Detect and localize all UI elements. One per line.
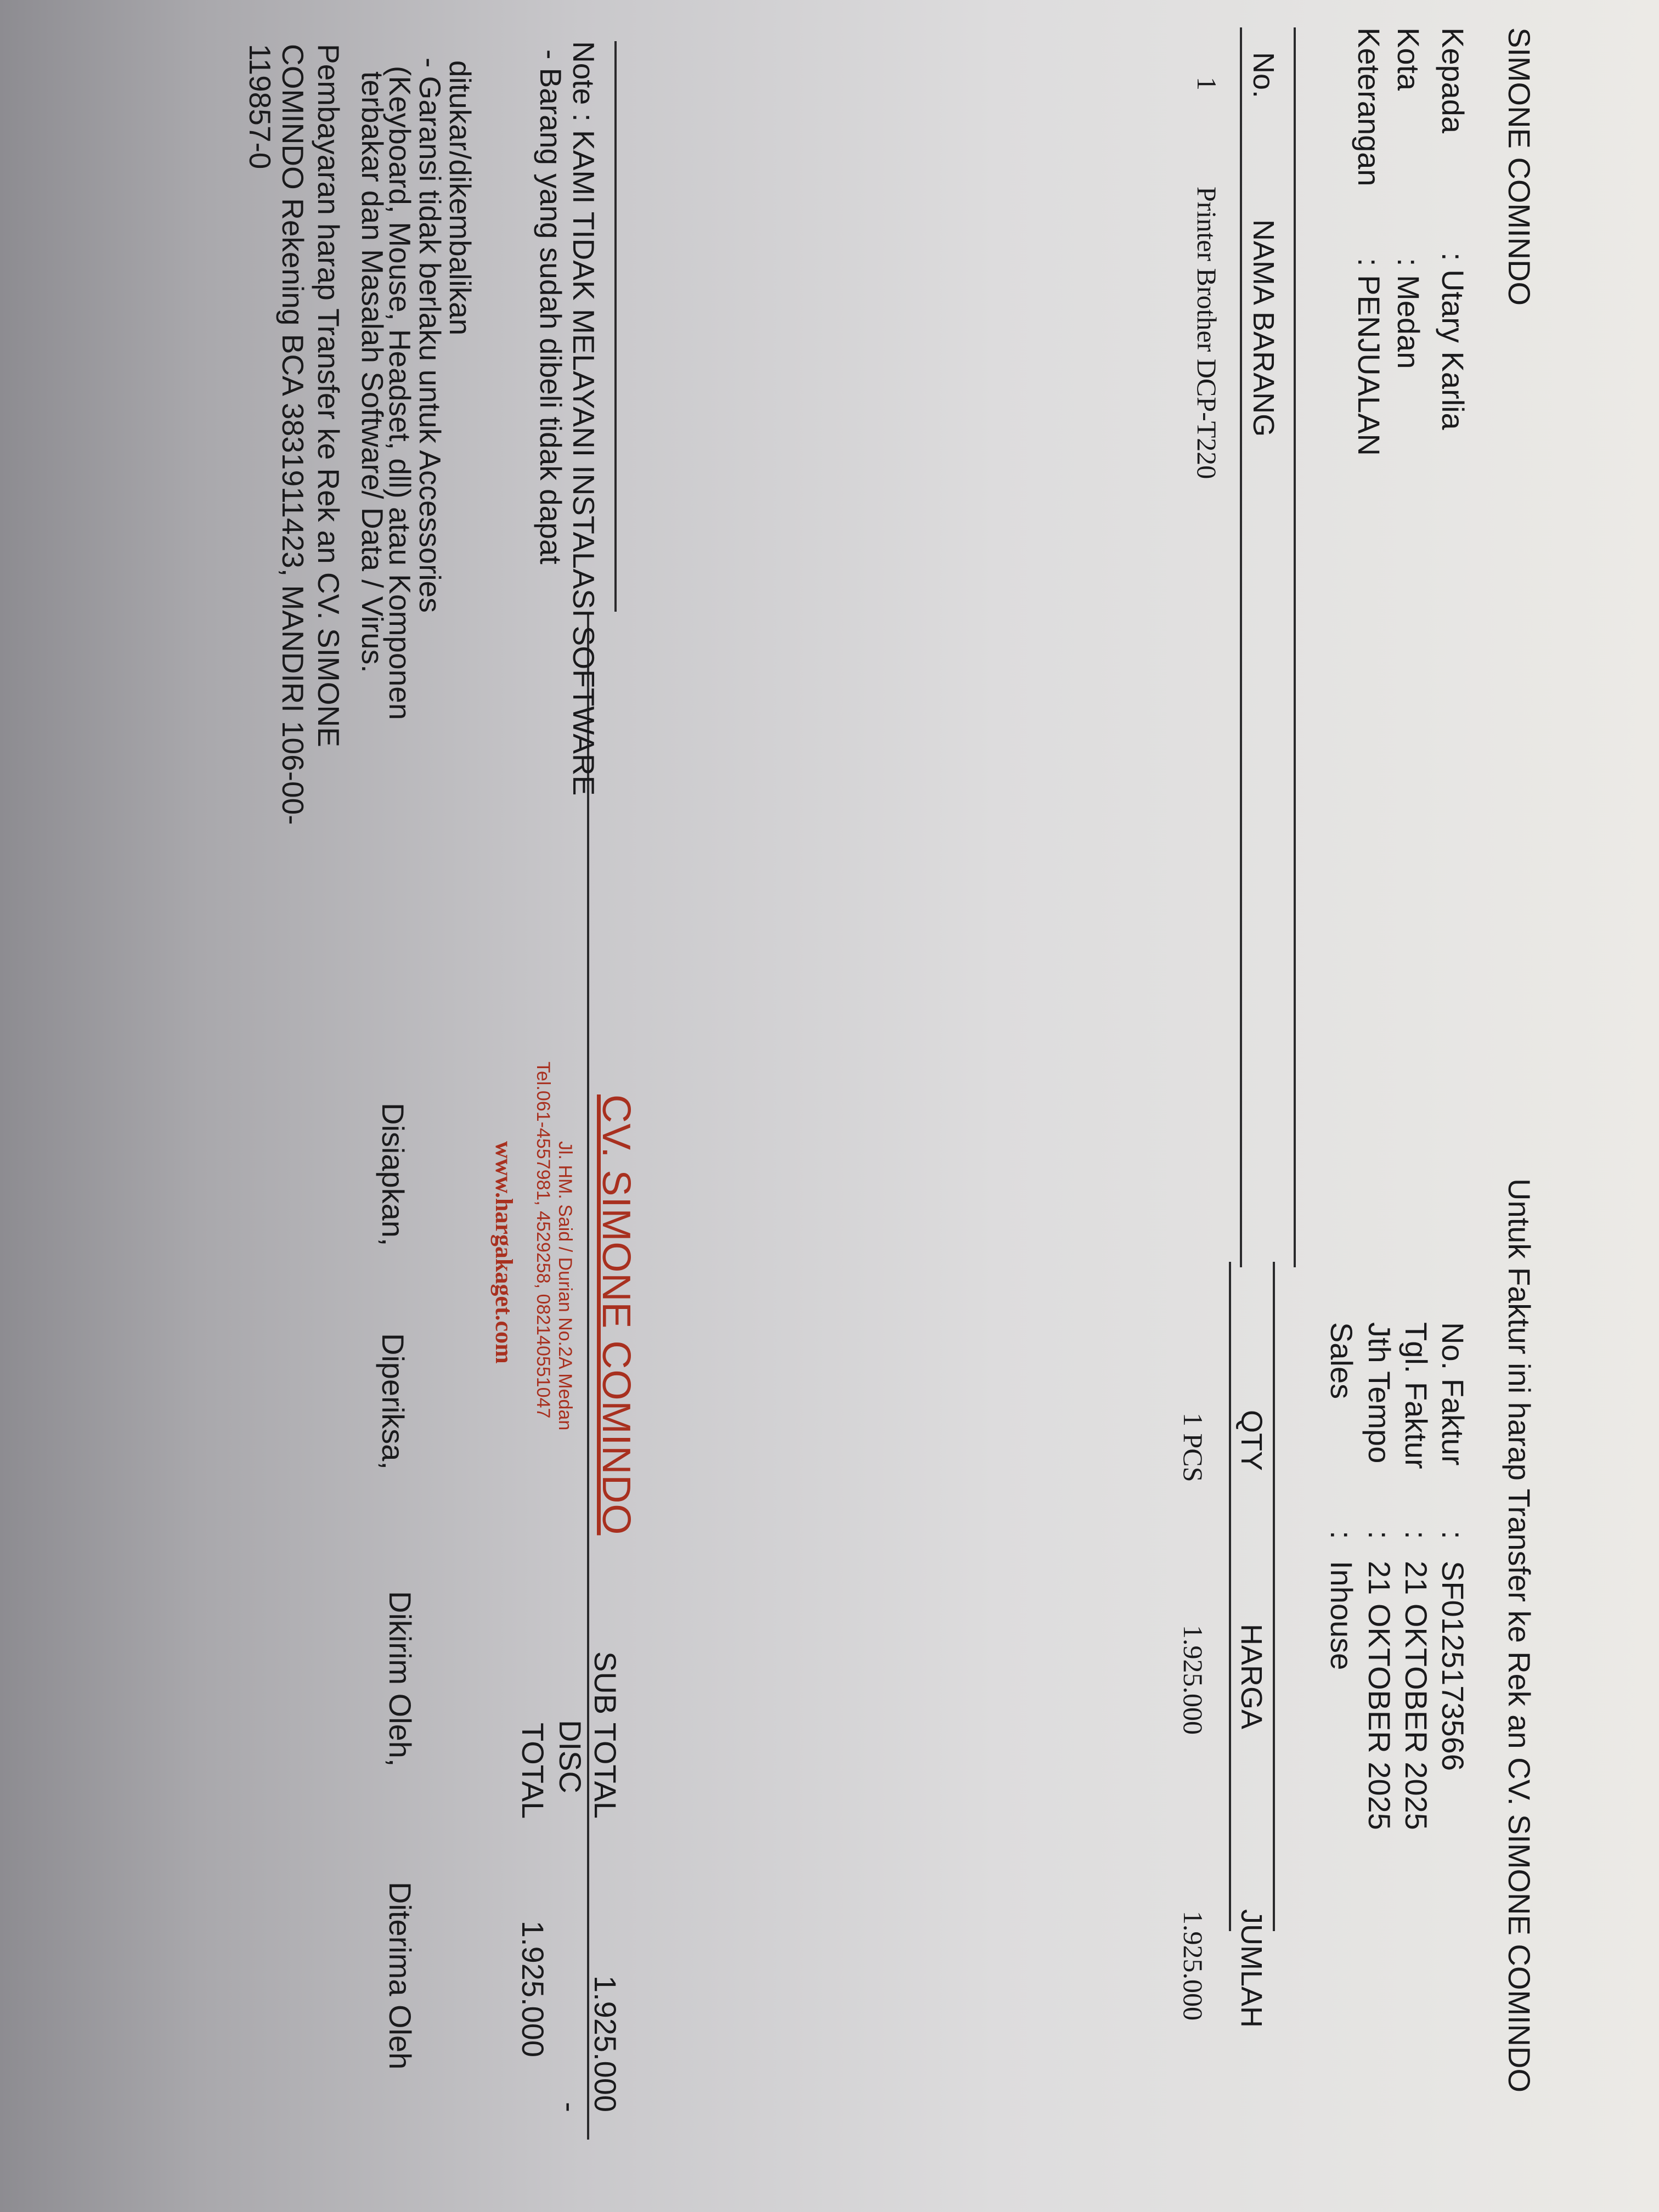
sales-value: Inhouse: [1324, 1561, 1359, 1671]
subtotal-value: 1.925.000: [588, 1975, 623, 2112]
row-harga: 1.925.000: [1178, 1625, 1209, 1735]
signature-dikirim: Dikirim Oleh,: [383, 1591, 417, 1767]
note-line-1: - Barang yang sudah dibeli tidak dapat: [534, 49, 568, 565]
colon: :: [1399, 1531, 1434, 1539]
disc-label: DISC: [553, 1720, 588, 1793]
note-line-5: terbakar dan Masalah Software/ Data / Virus.: [356, 71, 390, 673]
note-line-8: 119857-0: [243, 44, 277, 170]
note-line-4: (Keyboard, Mouse, Headset, dll) atau Komponen: [383, 66, 417, 720]
kepada-label: Kepada: [1436, 27, 1470, 134]
notes-top-rule: [614, 41, 617, 612]
kepada-value: : Utary Karlia: [1436, 252, 1470, 430]
header-jumlah: JUMLAH: [1235, 1909, 1268, 2028]
header-harga: HARGA: [1235, 1624, 1268, 1730]
note-title: Note : KAMI TIDAK MELAYANI INSTALASI SOFTWARE: [567, 41, 601, 796]
note-line-7: COMINDO Rekening BCA 3831911423, MANDIRI 106-00-: [276, 44, 310, 825]
colon: :: [1436, 1531, 1470, 1539]
row-qty: 1 PCS: [1178, 1413, 1209, 1482]
no-faktur-label: No. Faktur: [1436, 1322, 1470, 1466]
row-jumlah: 1.925.000: [1178, 1911, 1209, 2021]
no-faktur-value: SF0125173566: [1436, 1561, 1470, 1771]
header-nama-barang: NAMA BARANG: [1247, 219, 1280, 437]
note-line-3: - Garansi tidak berlaku untuk Accessories: [413, 58, 447, 613]
kota-label: Kota: [1391, 27, 1426, 91]
header-qty: QTY: [1235, 1410, 1268, 1471]
header-no: No.: [1247, 52, 1280, 99]
total-label: TOTAL: [516, 1723, 550, 1819]
disc-value: -: [553, 2102, 588, 2112]
keterangan-value: : PENJUALAN: [1352, 258, 1386, 456]
row-nama-barang: Printer Brother DCP-T220: [1192, 187, 1222, 479]
stamp-website: www.hargakaget.com: [490, 1141, 517, 1364]
table-top-rule: [1294, 27, 1296, 1267]
jth-tempo-value: 21 OKTOBER 2025: [1362, 1561, 1397, 1830]
table-header-rule-right: [1229, 1262, 1231, 1931]
note-line-6: Pembayaran harap Transfer ke Rek an CV. SIMONE: [312, 44, 346, 747]
table-top-rule-right: [1273, 1262, 1275, 1931]
stamp-address: Jl. HM. Said / Durian No.2A Medan: [555, 1141, 575, 1431]
sales-label: Sales: [1324, 1322, 1359, 1400]
jth-tempo-label: Jth Tempo: [1362, 1322, 1397, 1464]
company-name: SIMONE COMINDO: [1502, 27, 1537, 306]
stamp-phone: Tel.061-4557981, 4529258, 082140551047: [533, 1062, 554, 1419]
colon: :: [1362, 1531, 1397, 1539]
total-value: 1.925.000: [516, 1920, 550, 2057]
keterangan-label: Keterangan: [1352, 27, 1386, 187]
signature-diperiksa: Diperiksa,: [376, 1333, 410, 1470]
subtotal-label: SUB TOTAL: [588, 1651, 623, 1819]
transfer-note: Untuk Faktur ini harap Transfer ke Rek an CV. SIMONE COMINDO: [1502, 1178, 1537, 2093]
stamp-company-name: CV. SIMONE COMINDO: [594, 1094, 638, 1536]
signature-diterima: Diterima Oleh: [383, 1882, 417, 2070]
colon: :: [1324, 1531, 1359, 1539]
tgl-faktur-value: 21 OKTOBER 2025: [1399, 1561, 1434, 1830]
tgl-faktur-label: Tgl. Faktur: [1399, 1322, 1434, 1469]
table-header-rule: [1240, 27, 1242, 1267]
row-no: 1: [1192, 77, 1222, 91]
note-line-2: ditukar/dikembalikan: [443, 60, 477, 336]
signature-disiapkan: Disiapkan,: [376, 1103, 410, 1246]
kota-value: : Medan: [1391, 258, 1426, 369]
